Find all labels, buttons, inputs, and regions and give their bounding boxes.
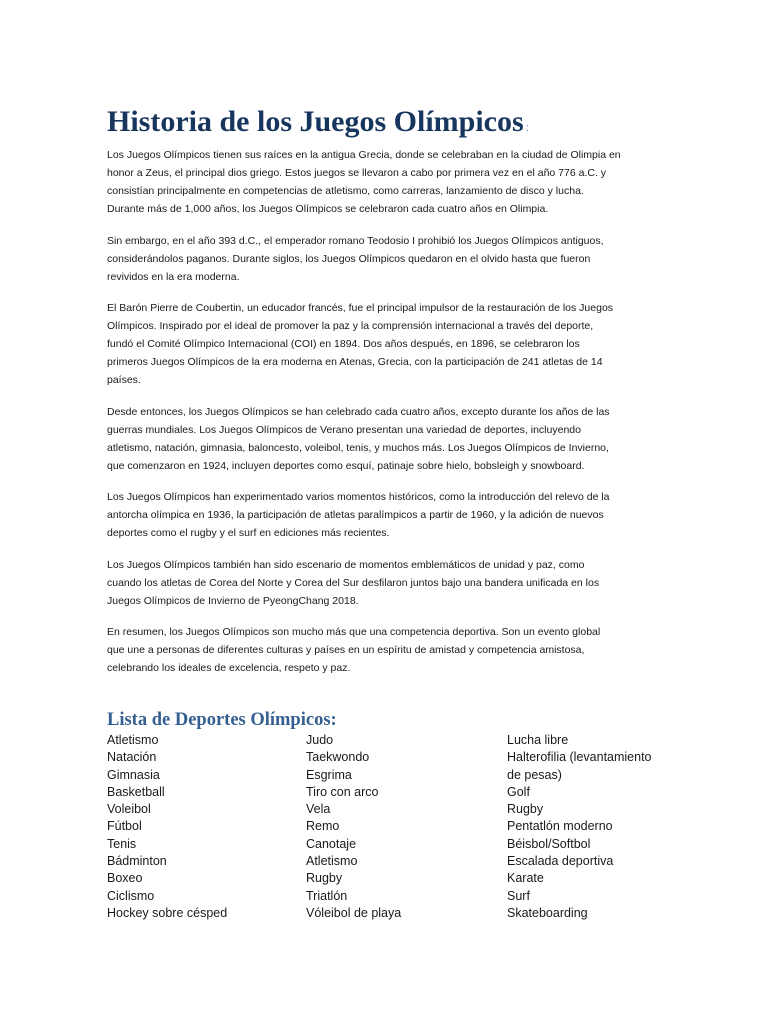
sport-item: Rugby <box>306 871 343 886</box>
paragraph-unity <box>107 556 621 610</box>
paragraph-line: Durante más de 1,000 años, los Juegos Olímpicos se celebraron cada cuatro años en Olimpia. <box>107 203 549 215</box>
sport-item: Tenis <box>107 836 137 851</box>
paragraph-line: primeros Juegos Olímpicos de la era moderna en Atenas, Grecia, con la participación de 241 atletas de 14 <box>107 356 603 368</box>
paragraph-line: atletismo, natación, gimnasia, baloncesto, voleibol, tenis, y muchos más. Los Juegos Olímpicos de Invierno, <box>107 441 609 454</box>
paragraph-origins <box>107 146 621 218</box>
sports-column-2 <box>306 732 401 922</box>
sport-item: Triatlón <box>306 888 348 903</box>
paragraph-line: celebrando los ideales de excelencia, respeto y paz. <box>107 662 351 674</box>
paragraph-milestones <box>107 488 621 542</box>
sport-item: Rugby <box>507 802 544 817</box>
sport-item: Tiro con arco <box>306 784 379 799</box>
paragraph-line: revividos en la era moderna. <box>107 270 240 283</box>
paragraph-line: antorcha olímpica en 1936, la participación de atletas paralímpicos a partir de 1960, y la adición de nuevos <box>107 509 604 521</box>
sport-item: Golf <box>507 784 530 799</box>
paragraph-line: Desde entonces, los Juegos Olímpicos se han celebrado cada cuatro años, excepto durante los años de las <box>107 405 610 418</box>
paragraph-summary <box>107 623 621 677</box>
sport-item: Esgrima <box>306 767 352 782</box>
sport-item: Surf <box>507 888 530 903</box>
paragraph-line: deportes como el rugby y el surf en ediciones más recientes. <box>107 527 390 539</box>
sport-item: Vóleibol de playa <box>306 905 402 920</box>
sport-item: Vela <box>306 802 331 817</box>
sport-item: Natación <box>107 750 157 765</box>
sport-item: Fútbol <box>107 819 142 834</box>
sports-column-3 <box>507 732 659 922</box>
sport-item: Karate <box>507 871 544 886</box>
paragraph-coubertin <box>107 299 621 389</box>
sport-item: Judo <box>306 733 334 747</box>
sport-item: Bádminton <box>107 854 167 869</box>
sport-item: Escalada deportiva <box>507 854 614 869</box>
sport-item: Basketball <box>107 784 165 799</box>
paragraph-line: países. <box>107 374 141 386</box>
paragraph-line: que comenzaron en 1924, incluyen deportes como esquí, patinaje sobre hielo, bobsleigh y snowboard. <box>107 459 585 472</box>
sport-item: Remo <box>306 819 340 834</box>
paragraph-line: Sin embargo, en el año 393 d.C., el emperador romano Teodosio I prohibió los Juegos Olímpicos antiguos, <box>107 234 604 247</box>
sport-item: Voleibol <box>107 802 151 817</box>
title-colon: : <box>525 122 529 134</box>
sports-column-1 <box>107 732 227 922</box>
paragraph-modern-games <box>107 403 621 475</box>
paragraph-line: que une a personas de diferentes culturas y países en un espíritu de amistad y competencia amistosa, <box>107 644 585 656</box>
sport-item: Atletismo <box>107 733 159 747</box>
paragraph-ban <box>107 232 621 286</box>
page-title <box>107 104 529 146</box>
sport-item: Lucha libre <box>507 733 569 747</box>
paragraph-line: En resumen, los Juegos Olímpicos son mucho más que una competencia deportiva. Son un evento global <box>107 626 601 638</box>
paragraph-line: honor a Zeus, el principal dios griego. Estos juegos se llevaron a cabo por primera vez en el año 776 a.C. y <box>107 167 607 179</box>
sport-item: Taekwondo <box>306 750 370 765</box>
paragraph-line: Los Juegos Olímpicos también han sido escenario de momentos emblemáticos de unidad y paz, como <box>107 558 585 571</box>
sport-item: Pentatlón moderno <box>507 819 613 834</box>
paragraph-line: Los Juegos Olímpicos han experimentado varios momentos históricos, como la introducción del relevo de la <box>107 491 610 503</box>
paragraph-line: El Barón Pierre de Coubertin, un educador francés, fue el principal impulsor de la restauración de los Juegos <box>107 302 614 314</box>
sport-item: Ciclismo <box>107 888 155 903</box>
sport-item: Halterofilia (levantamiento de pesas) <box>507 750 652 782</box>
paragraph-line: considerándolos paganos. Durante siglos, los Juegos Olímpicos quedaron en el olvido hasta que fueron <box>107 252 591 265</box>
sport-item: Gimnasia <box>107 767 160 782</box>
sports-list-heading: Lista de Deportes Olímpicos: <box>107 710 337 730</box>
paragraph-line: consistían principalmente en competencias de atletismo, como carreras, lanzamiento de disco y lucha. <box>107 185 584 197</box>
sport-item: Hockey sobre césped <box>107 905 228 920</box>
sport-item: Béisbol/Softbol <box>507 836 591 851</box>
paragraph-line: guerras mundiales. Los Juegos Olímpicos de Verano presentan una variedad de deportes, incluyendo <box>107 423 581 436</box>
sport-item: Atletismo <box>306 854 358 869</box>
sport-item: Skateboarding <box>507 905 588 920</box>
sport-item: Boxeo <box>107 871 143 886</box>
paragraph-line: Olímpicos. Inspirado por el ideal de promover la paz y la comprensión internacional a través del deporte, <box>107 320 594 332</box>
paragraph-line: Juegos Olímpicos de Invierno de PyeongChang 2018. <box>107 594 359 607</box>
paragraph-line: cuando los atletas de Corea del Norte y Corea del Sur desfilaron juntos bajo una bandera unificada en los <box>107 576 600 589</box>
document-body <box>107 146 621 691</box>
paragraph-line: fundó el Comité Olímpico Internacional (COI) en 1894. Dos años después, en 1896, se celebraron los <box>107 338 580 350</box>
paragraph-line: Los Juegos Olímpicos tienen sus raíces en la antigua Grecia, donde se celebraban en la ciudad de Olimpia en <box>107 149 621 161</box>
page-title-text: Historia de los Juegos Olímpicos <box>107 105 524 138</box>
sport-item: Canotaje <box>306 836 357 851</box>
